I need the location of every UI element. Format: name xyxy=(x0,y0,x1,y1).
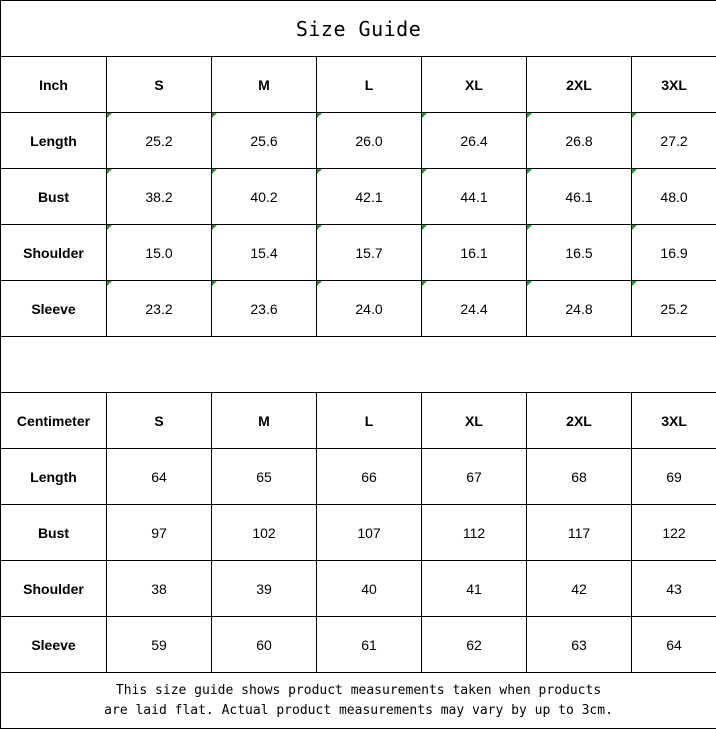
table-row xyxy=(1,225,716,281)
table-cell: 16.9 xyxy=(632,225,716,281)
corner-marker xyxy=(422,113,427,118)
inch-unit-label: Inch xyxy=(1,57,107,113)
corner-marker xyxy=(632,281,637,286)
corner-marker xyxy=(107,169,112,174)
corner-marker xyxy=(527,113,532,118)
table-cell: 66 xyxy=(317,449,422,505)
table-cell: 25.2 xyxy=(632,281,716,337)
table-cell: 27.2 xyxy=(632,113,716,169)
table-cell: 25.6 xyxy=(212,113,317,169)
table-cell: 59 xyxy=(107,617,212,673)
table-cell: 39 xyxy=(212,561,317,617)
table-cell: 64 xyxy=(632,617,716,673)
corner-marker xyxy=(212,113,217,118)
size-header-s: S xyxy=(107,393,212,449)
corner-marker xyxy=(527,281,532,286)
row-label-bust: Bust xyxy=(1,169,107,225)
table-row xyxy=(1,561,716,617)
table-cell: 112 xyxy=(422,505,527,561)
table-cell: 16.5 xyxy=(527,225,632,281)
size-header-s: S xyxy=(107,57,212,113)
table-cell: 15.4 xyxy=(212,225,317,281)
table-cell: 26.0 xyxy=(317,113,422,169)
size-header-m: M xyxy=(212,393,317,449)
corner-marker xyxy=(422,281,427,286)
table-cell: 107 xyxy=(317,505,422,561)
table-row xyxy=(1,617,716,673)
measurement-note xyxy=(1,673,716,729)
table-cell: 25.2 xyxy=(107,113,212,169)
corner-marker xyxy=(212,225,217,230)
table-cell: 97 xyxy=(107,505,212,561)
table-cell: 48.0 xyxy=(632,169,716,225)
table-cell: 67 xyxy=(422,449,527,505)
size-header-3xl: 3XL xyxy=(632,393,716,449)
table-cell: 64 xyxy=(107,449,212,505)
corner-marker xyxy=(317,169,322,174)
size-header-2xl: 2XL xyxy=(527,393,632,449)
table-cell: 16.1 xyxy=(422,225,527,281)
table-row xyxy=(1,449,716,505)
corner-marker xyxy=(632,113,637,118)
corner-marker xyxy=(107,113,112,118)
table-cell: 38.2 xyxy=(107,169,212,225)
row-label-sleeve: Sleeve xyxy=(1,617,107,673)
note-line-1: This size guide shows product measurements taken when products xyxy=(115,682,602,698)
table-cell: 65 xyxy=(212,449,317,505)
inch-header-row xyxy=(1,57,716,113)
table-cell: 26.4 xyxy=(422,113,527,169)
corner-marker xyxy=(212,169,217,174)
page-title: Size Guide xyxy=(1,1,716,57)
note-line-2: are laid flat. Actual product measurements may vary by up to 3cm. xyxy=(104,702,613,718)
table-cell: 24.4 xyxy=(422,281,527,337)
row-label-length: Length xyxy=(1,449,107,505)
corner-marker xyxy=(212,281,217,286)
size-header-l: L xyxy=(317,393,422,449)
size-header-l: L xyxy=(317,57,422,113)
row-label-bust: Bust xyxy=(1,505,107,561)
table-row xyxy=(1,505,716,561)
table-row xyxy=(1,281,716,337)
table-cell: 40.2 xyxy=(212,169,317,225)
table-cell: 42.1 xyxy=(317,169,422,225)
table-cell: 38 xyxy=(107,561,212,617)
size-header-3xl: 3XL xyxy=(632,57,716,113)
corner-marker xyxy=(107,225,112,230)
corner-marker xyxy=(317,281,322,286)
corner-marker xyxy=(422,225,427,230)
table-cell: 102 xyxy=(212,505,317,561)
corner-marker xyxy=(632,225,637,230)
table-cell: 60 xyxy=(212,617,317,673)
table-cell: 43 xyxy=(632,561,716,617)
row-label-length: Length xyxy=(1,113,107,169)
size-header-xl: XL xyxy=(422,57,527,113)
corner-marker xyxy=(632,169,637,174)
size-header-xl: XL xyxy=(422,393,527,449)
table-row xyxy=(1,169,716,225)
table-cell: 15.0 xyxy=(107,225,212,281)
table-cell: 24.0 xyxy=(317,281,422,337)
table-cell: 26.8 xyxy=(527,113,632,169)
table-row xyxy=(1,113,716,169)
corner-marker xyxy=(317,113,322,118)
corner-marker xyxy=(317,225,322,230)
table-cell: 23.6 xyxy=(212,281,317,337)
table-cell: 40 xyxy=(317,561,422,617)
table-cell: 61 xyxy=(317,617,422,673)
table-cell: 42 xyxy=(527,561,632,617)
size-header-m: M xyxy=(212,57,317,113)
row-label-shoulder: Shoulder xyxy=(1,561,107,617)
table-cell: 69 xyxy=(632,449,716,505)
corner-marker xyxy=(527,225,532,230)
row-label-shoulder: Shoulder xyxy=(1,225,107,281)
row-label-sleeve: Sleeve xyxy=(1,281,107,337)
cm-unit-label: Centimeter xyxy=(1,393,107,449)
table-cell: 15.7 xyxy=(317,225,422,281)
table-cell: 63 xyxy=(527,617,632,673)
section-spacer xyxy=(1,337,716,393)
table-cell: 122 xyxy=(632,505,716,561)
table-cell: 46.1 xyxy=(527,169,632,225)
table-cell: 41 xyxy=(422,561,527,617)
cm-header-row xyxy=(1,393,716,449)
table-cell: 117 xyxy=(527,505,632,561)
table-cell: 44.1 xyxy=(422,169,527,225)
table-cell: 23.2 xyxy=(107,281,212,337)
corner-marker xyxy=(527,169,532,174)
corner-marker xyxy=(422,169,427,174)
table-cell: 62 xyxy=(422,617,527,673)
table-cell: 68 xyxy=(527,449,632,505)
corner-marker xyxy=(107,281,112,286)
table-cell: 24.8 xyxy=(527,281,632,337)
size-header-2xl: 2XL xyxy=(527,57,632,113)
